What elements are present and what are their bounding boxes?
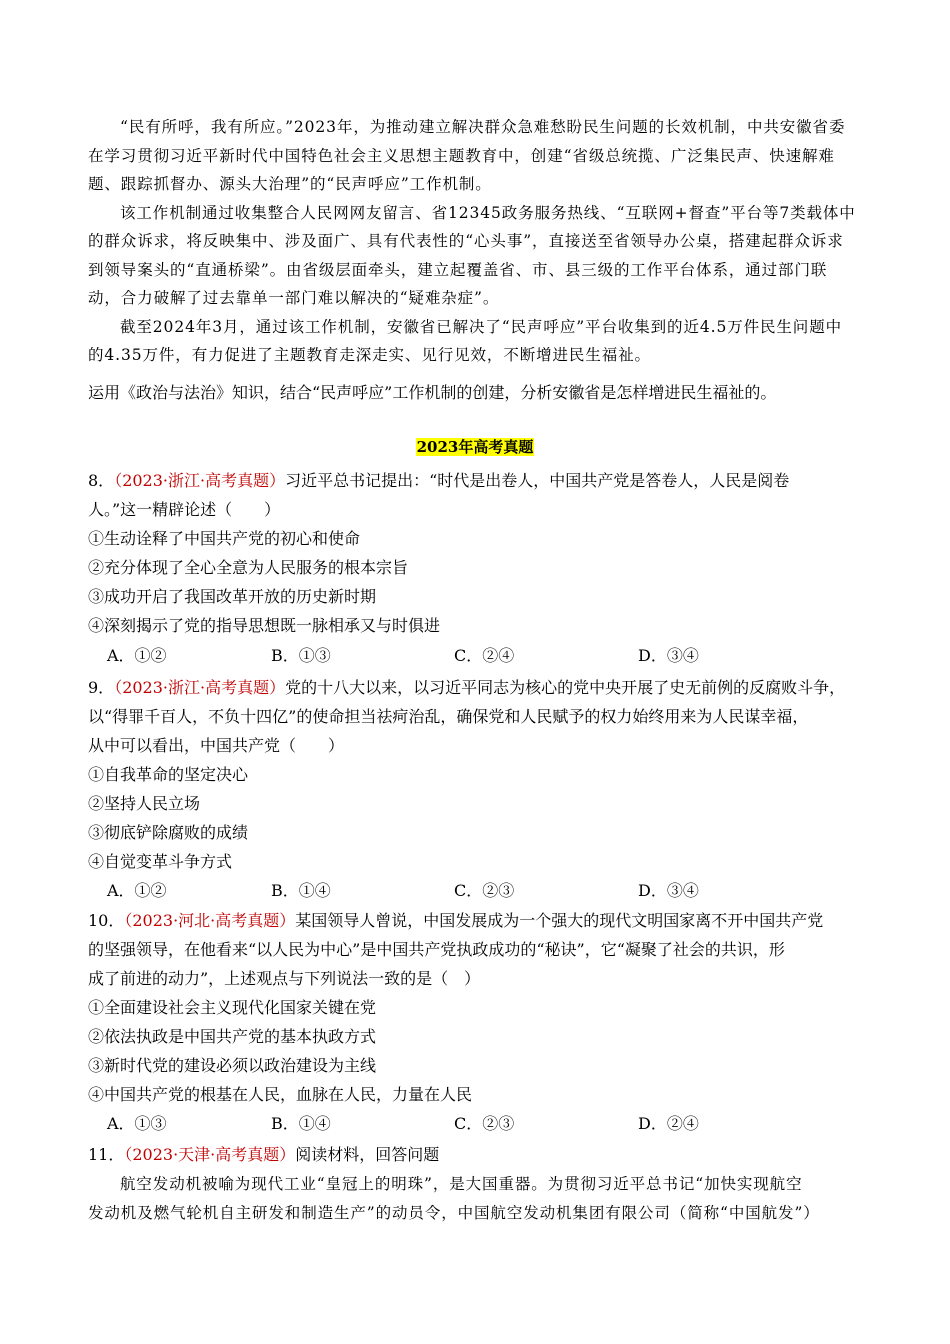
q8-item-3: ③成功开启了我国改革开放的历史新时期 [88, 587, 377, 606]
q8-stem-line2: 人。”这一精辟论述（ ） [88, 500, 281, 519]
q10-option-a[interactable]: A．①③ [107, 1114, 167, 1133]
q10-item-3: ③新时代党的建设必须以政治建设为主线 [88, 1056, 377, 1075]
q8-item-2: ②充分体现了全心全意为人民服务的根本宗旨 [88, 558, 409, 577]
q10-item-4: ④中国共产党的根基在人民，血脉在人民，力量在人民 [88, 1085, 473, 1104]
q11-stem [88, 1142, 439, 1165]
q10-option-b[interactable]: B．①④ [271, 1114, 331, 1133]
q11-material-line1: 航空发动机被喻为现代工业“皇冠上的明珠”，是大国重器。为贯彻习近平总书记“加快实现航空 [120, 1175, 803, 1193]
q9-option-b[interactable]: B．①④ [271, 881, 331, 900]
q10-stem-line3: 成了前进的动力”，上述观点与下列说法一致的是（ ） [88, 969, 481, 988]
material-paragraph-1: “民有所呼，我有所应。”2023年，为推动建立解决群众急难愁盼民生问题的长效机制，中共安徽省委在学习贯彻习近平新时代中国特色社会主义思想主题教育中，创建“省级总统揽、广泛集民声、快速解难题、跟踪抓督办、源头大治理”的“民声呼应”工作机制。 [88, 118, 846, 193]
q9-number: 9． [88, 678, 115, 697]
q8-option-d[interactable]: D．③④ [638, 646, 699, 665]
q11-number: 11． [88, 1145, 125, 1164]
q8-stem [88, 468, 789, 491]
q8-item-1: ①生动诠释了中国共产党的初心和使命 [88, 529, 361, 548]
material-paragraph-3: 截至2024年3月，通过该工作机制，安徽省已解决了“民声呼应”平台收集到的近4.5万件民生问题中的4.35万件，有力促进了主题教育走深走实、见行见效，不断增进民生福祉。 [88, 317, 843, 364]
q8-option-a[interactable]: A．①② [107, 646, 167, 665]
material-paragraph-2: 该工作机制通过收集整合人民网网友留言、省12345政务服务热线、“互联网+督查”平台等7类载体中的群众诉求，将反映集中、涉及面广、具有代表性的“心头事”，直接送至省领导办公桌，搭建起群众诉求到领导案头的“直通桥梁”。由省级层面牵头，建立起覆盖省、市、县三级的工作平台体系，通过部门联动，合力破解了过去靠单一部门难以解决的“疑难杂症”。 [88, 203, 856, 307]
q9-item-3: ③彻底铲除腐败的成绩 [88, 823, 249, 842]
q9-option-c[interactable]: C．②③ [454, 881, 515, 900]
q10-item-1: ①全面建设社会主义现代化国家关键在党 [88, 998, 377, 1017]
q10-stem-line1: 某国领导人曾说，中国发展成为一个强大的现代文明国家离不开中国共产党 [295, 911, 824, 930]
q11-stem-text: 阅读材料，回答问题 [295, 1145, 440, 1164]
section-title [0, 436, 950, 457]
q9-stem-line2: 以“得罪千百人，不负十四亿”的使命担当祛疴治乱，确保党和人民赋予的权力始终用来为人民谋幸福， [88, 707, 809, 726]
q9-stem-line1: 党的十八大以来，以习近平同志为核心的党中央开展了史无前例的反腐败斗争， [285, 678, 846, 697]
q8-stem-line1: 习近平总书记提出：“时代是出卷人，中国共产党是答卷人，人民是阅卷 [285, 471, 790, 490]
q9-item-4: ④自觉变革斗争方式 [88, 852, 233, 871]
material-block [88, 113, 858, 370]
q10-option-c[interactable]: C．②③ [454, 1114, 515, 1133]
q10-source: （2023·河北·高考真题） [124, 911, 296, 930]
q10-stem [88, 908, 823, 931]
section-title-text: 2023年高考真题 [416, 438, 534, 456]
q8-number: 8． [88, 471, 115, 490]
q8-option-c[interactable]: C．②④ [454, 646, 515, 665]
question-prompt: 运用《政治与法治》知识，结合“民声呼应”工作机制的创建，分析安徽省是怎样增进民生福祉的。 [88, 383, 777, 402]
q9-stem-line3: 从中可以看出，中国共产党（ ） [88, 736, 345, 755]
q9-option-d[interactable]: D．③④ [638, 881, 699, 900]
q11-material-line2: 发动机及燃气轮机自主研发和制造生产”的动员令，中国航空发动机集团有限公司（简称“中国航发”） [88, 1204, 820, 1222]
q10-item-2: ②依法执政是中国共产党的基本执政方式 [88, 1027, 377, 1046]
q10-option-d[interactable]: D．②④ [638, 1114, 699, 1133]
q11-source: （2023·天津·高考真题） [124, 1145, 296, 1164]
q9-source: （2023·浙江·高考真题） [114, 678, 286, 697]
q8-item-4: ④深刻揭示了党的指导思想既一脉相承又与时俱进 [88, 616, 441, 635]
q9-stem [88, 675, 845, 698]
q10-stem-line2: 的坚强领导，在他看来“以人民为中心”是中国共产党执政成功的“秘诀”，它“凝聚了社会的共识，形 [88, 940, 785, 959]
q8-option-b[interactable]: B．①③ [271, 646, 331, 665]
q9-item-2: ②坚持人民立场 [88, 794, 201, 813]
q10-number: 10． [88, 911, 125, 930]
q9-item-1: ①自我革命的坚定决心 [88, 765, 249, 784]
q8-source: （2023·浙江·高考真题） [114, 471, 286, 490]
q9-option-a[interactable]: A．①② [107, 881, 167, 900]
